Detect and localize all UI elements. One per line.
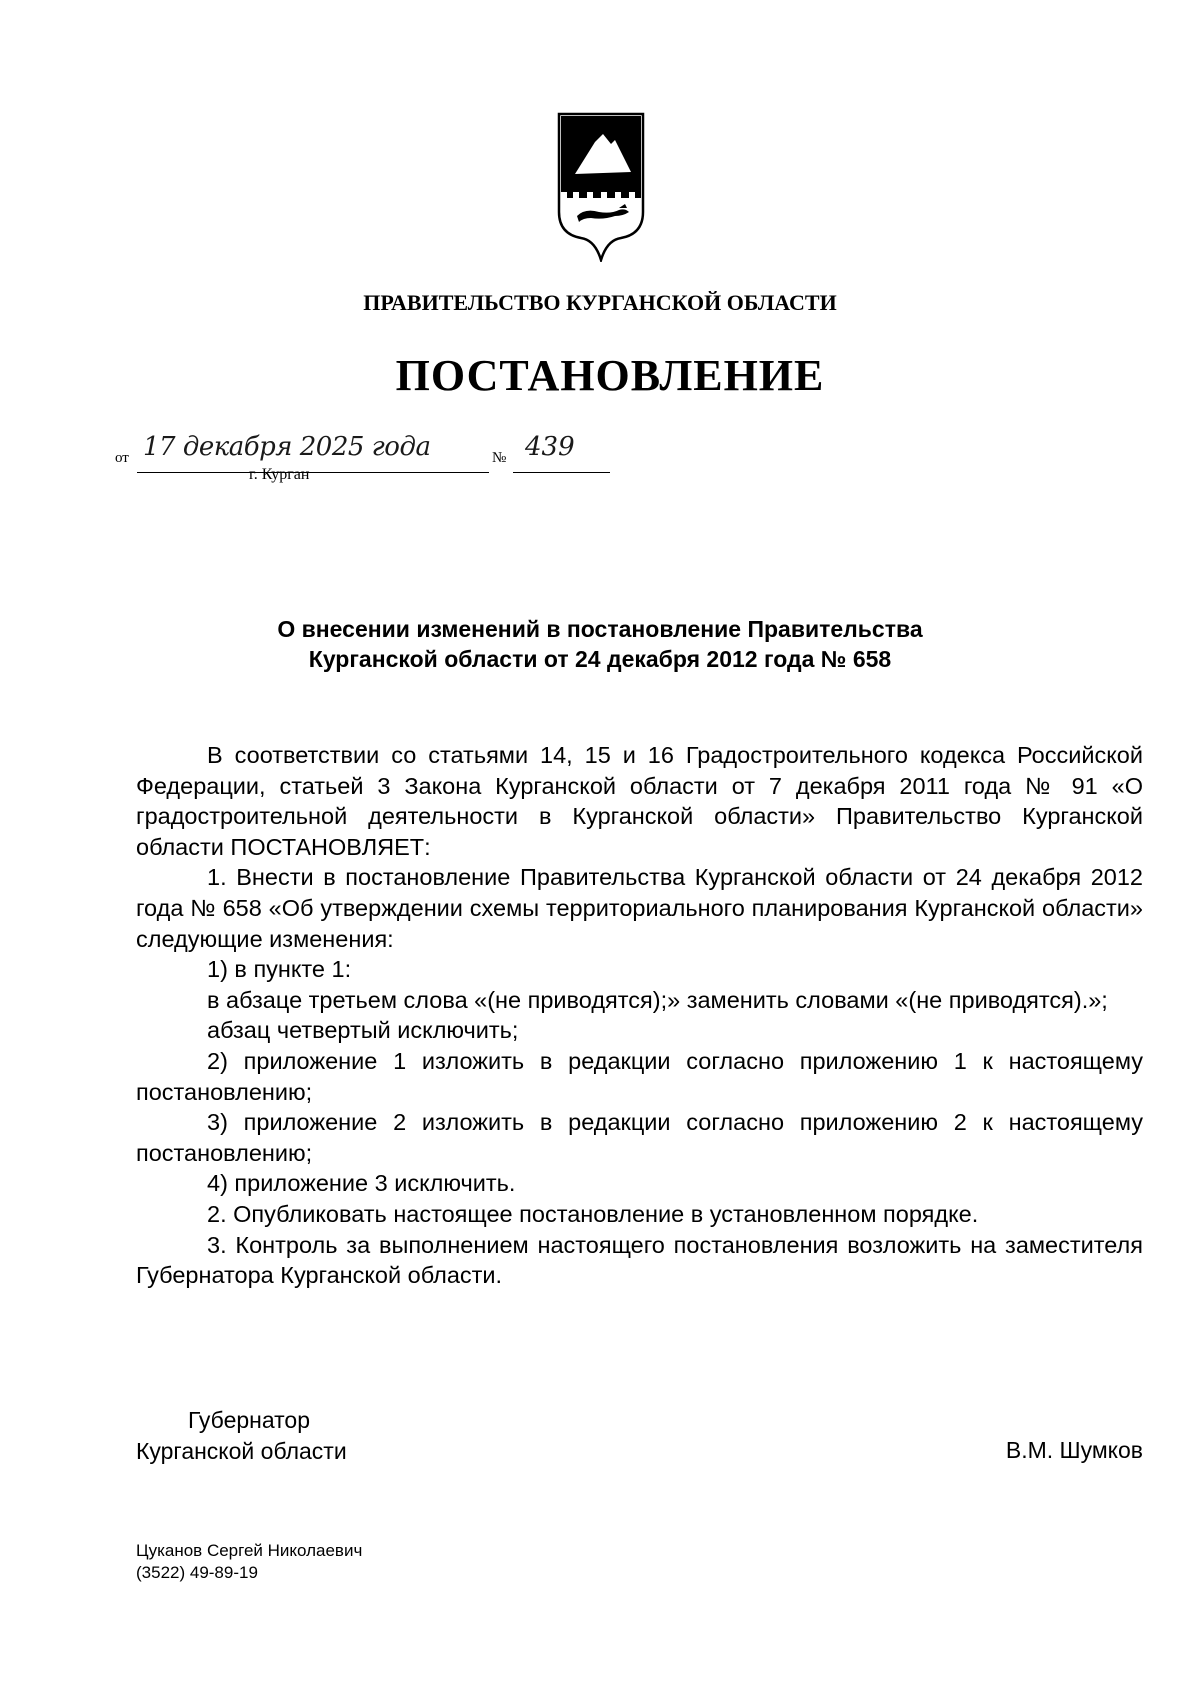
- executor-name: Цуканов Сергей Николаевич: [136, 1541, 363, 1560]
- subject-line-2: Курганской области от 24 декабря 2012 года № 658: [308, 646, 892, 672]
- executor-info: [136, 1540, 362, 1584]
- body-paragraph: абзац четвертый исключить;: [207, 1017, 519, 1044]
- body-paragraph: 4) приложение 3 исключить.: [207, 1170, 516, 1197]
- from-label: от: [115, 450, 129, 466]
- body-paragraph: 3) приложение 2 изложить в редакции согласно приложению 2 к настоящему постановлению;: [136, 1109, 1143, 1166]
- city-label: г. Курган: [249, 466, 310, 483]
- number-underline: [513, 472, 610, 473]
- signatory-name: В.М. Шумков: [1005, 1437, 1143, 1463]
- body-paragraph: 3. Контроль за выполнением настоящего постановления возложить на заместителя Губернатора Курганской области.: [136, 1231, 1143, 1289]
- executor-phone: (3522) 49-89-19: [136, 1563, 258, 1582]
- body-paragraph: 1. Внести в постановление Правительства Курганской области от 24 декабря 2012 года № 658 «Об утверждении схемы территориального планирования Курганской области» следующие изменения:: [136, 864, 1143, 952]
- subject-line-1: О внесении изменений в постановление Правительства: [277, 616, 923, 642]
- signatory-title-line-2: Курганской области: [136, 1438, 347, 1464]
- signatory-title: [136, 1405, 347, 1467]
- number-handwritten: 439: [525, 432, 575, 462]
- signatory-title-line-1: Губернатор: [188, 1407, 311, 1433]
- coat-of-arms-emblem: [555, 112, 647, 262]
- body-paragraph: 1) в пункте 1:: [207, 956, 352, 983]
- body-paragraph: 2) приложение 1 изложить в редакции согласно приложению 1 к настоящему постановлению;: [136, 1047, 1143, 1105]
- document-body: [136, 740, 1143, 1291]
- government-title: ПРАВИТЕЛЬСТВО КУРГАНСКОЙ ОБЛАСТИ: [363, 290, 837, 315]
- date-underline: [137, 472, 489, 473]
- date-number-line: [115, 430, 635, 490]
- body-paragraph: в абзаце третьем слова «(не приводятся);» заменить словами «(не приводятся).»;: [207, 986, 1108, 1013]
- document-type-title: ПОСТАНОВЛЕНИЕ: [395, 351, 825, 400]
- body-paragraph: 2. Опубликовать настоящее постановление в установленном порядке.: [207, 1200, 979, 1227]
- number-label: №: [492, 450, 507, 466]
- date-handwritten: 17 декабря 2025 года: [143, 432, 431, 462]
- body-paragraph: В соответствии со статьями 14, 15 и 16 Градостроительного кодекса Российской Федерации, статьей 3 Закона Курганской области от 7 декабря 2011 года № 91 «О градостроительной деятельности в Курганской области» Правительство Курганской области ПОСТАНОВЛЯЕТ:: [136, 742, 1143, 860]
- document-subject: [0, 614, 1200, 674]
